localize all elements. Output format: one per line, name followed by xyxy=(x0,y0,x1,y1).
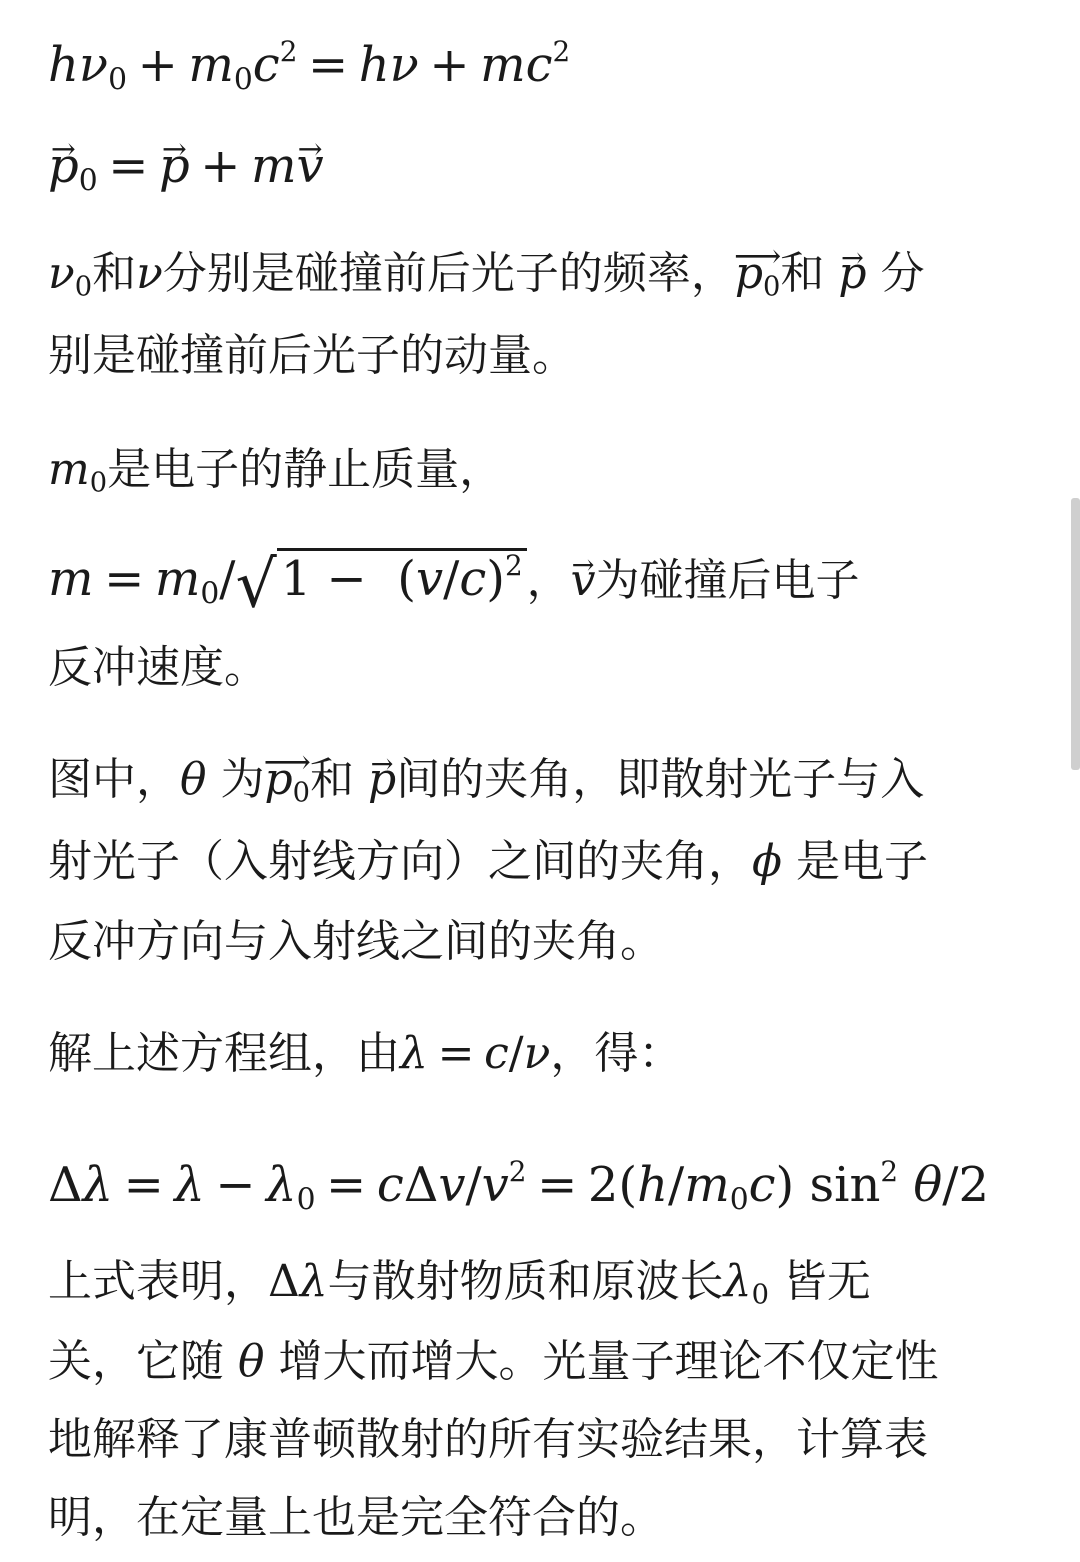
paragraph-rest-mass-line-3: 反冲速度。 xyxy=(48,642,268,693)
paragraph-frequency-momentum-line-1: $\nu_0$和ν分别是碰撞前后光子的频率，⟶ $p_0$和 → p 分 xyxy=(48,244,925,304)
paragraph-conclusion-line-1: 上式表明，Δλ与散射物质和原波长$\lambda_0$ 皆无 xyxy=(48,1256,871,1311)
paragraph-rest-mass-line-2: $m = m_0/√1 - (v/c)^2$，→ v为碰撞后电子 xyxy=(48,536,860,596)
compton-shift-formula: $\Delta\lambda = \lambda - \lambda_0 = c\Delta v/v^2 = 2(h/m_0c)$ $\sin^2 \theta/2$ xyxy=(48,1155,990,1218)
paragraph-rest-mass-line-1: $m_0$是电子的静止质量， xyxy=(48,444,504,499)
paragraph-angles-line-2: 射光子（入射线方向）之间的夹角，ϕ 是电子 xyxy=(48,836,928,887)
paragraph-conclusion-line-2: 关，它随 θ 增大而增大。光量子理论不仅定性 xyxy=(48,1336,939,1387)
energy-conservation-equation: $h\nu_0 + m_0c^2 = h\nu + mc^2$ xyxy=(48,35,571,98)
momentum-conservation-equation: → $p_0 =\to p + m\to v$ xyxy=(48,136,324,196)
scrollbar-thumb[interactable] xyxy=(1071,498,1080,770)
paragraph-angles-line-1: 图中，θ 为⟶ $p_0$和 → p间的夹角，即散射光子与入 xyxy=(48,750,924,810)
paragraph-frequency-momentum-line-2: 别是碰撞前后光子的动量。 xyxy=(48,330,576,381)
paragraph-conclusion-line-3: 地解释了康普顿散射的所有实验结果，计算表 xyxy=(48,1414,928,1465)
paragraph-solve-equations: 解上述方程组，由λ = c/ν，得： xyxy=(48,1028,683,1079)
paragraph-conclusion-line-4: 明，在定量上也是完全符合的。 xyxy=(48,1492,664,1543)
paragraph-angles-line-3: 反冲方向与入射线之间的夹角。 xyxy=(48,916,664,967)
